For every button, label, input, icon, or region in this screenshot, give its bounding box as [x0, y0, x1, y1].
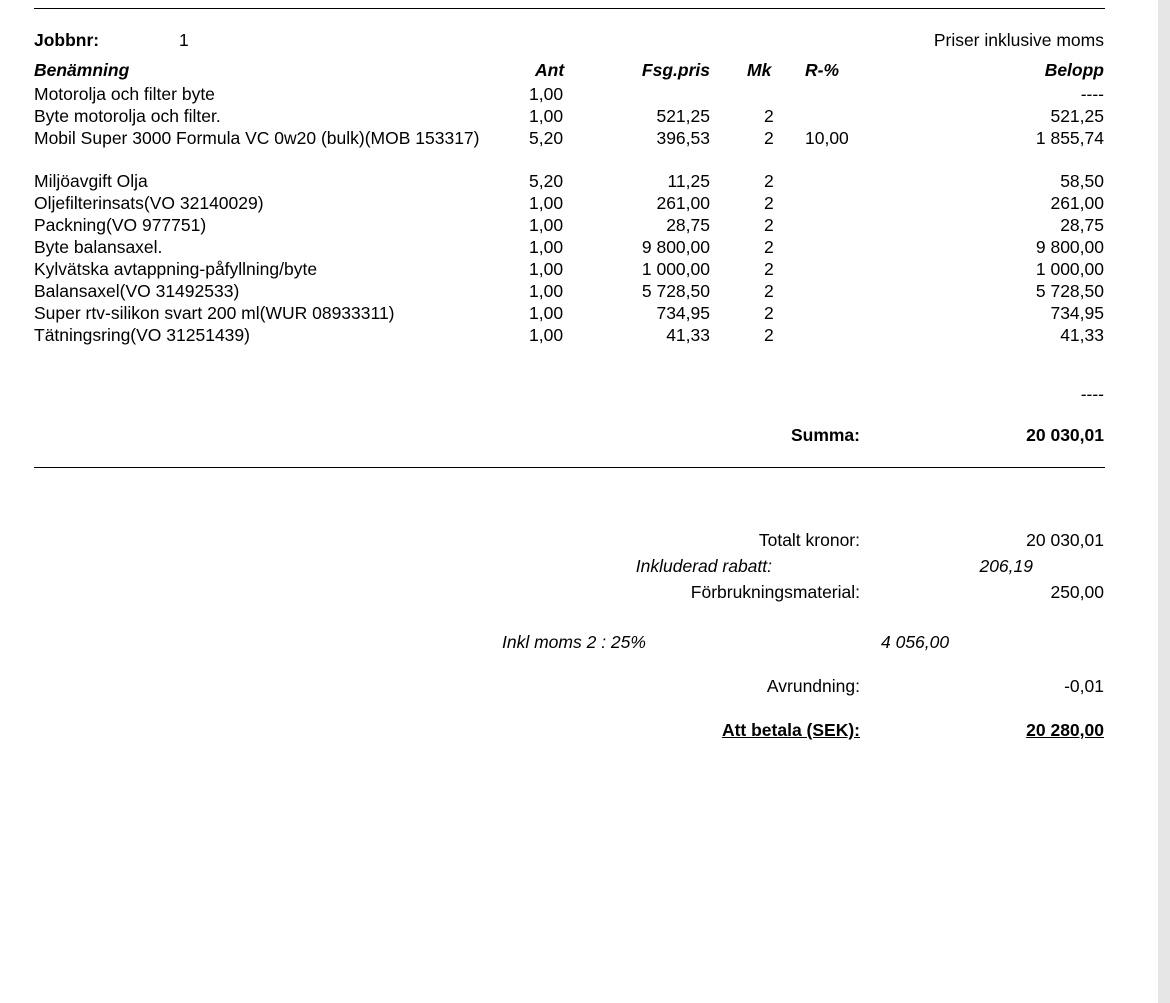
cell-rp: 10,00 — [805, 128, 849, 148]
cell-name: Motorolja och filter byte — [34, 84, 215, 104]
moms-label: Inkl moms 2 : 25% — [502, 632, 646, 652]
col-header-rp: R-% — [805, 60, 840, 80]
cell-pris: 1 000,00 — [641, 259, 710, 279]
cell-belopp: 261,00 — [1050, 193, 1104, 213]
rabatt-label: Inkluderad rabatt: — [635, 556, 772, 576]
table-row — [0, 303, 1170, 325]
cell-name: Super rtv-silikon svart 200 ml(WUR 08933311) — [34, 303, 395, 323]
cell-pris: 9 800,00 — [641, 237, 710, 257]
cell-belopp: 28,75 — [1060, 215, 1104, 235]
cell-pris: 734,95 — [656, 303, 710, 323]
table-row — [0, 171, 1170, 193]
cell-ant: 1,00 — [529, 215, 564, 235]
top-divider — [34, 8, 1105, 9]
price-note: Priser inklusive moms — [933, 30, 1104, 50]
cell-mk: 2 — [764, 128, 774, 148]
col-header-belopp: Belopp — [1044, 60, 1104, 80]
cell-ant: 1,00 — [529, 325, 564, 345]
forbrukning-label: Förbrukningsmaterial: — [690, 582, 860, 602]
table-row — [0, 106, 1170, 128]
cell-ant: 5,20 — [529, 171, 564, 191]
cell-belopp: 521,25 — [1050, 106, 1104, 126]
cell-name: Byte motorolja och filter. — [34, 106, 221, 126]
col-header-pris: Fsg.pris — [641, 60, 710, 80]
cell-name: Balansaxel(VO 31492533) — [34, 281, 240, 301]
cell-mk: 2 — [764, 259, 774, 279]
cell-pris: 5 728,50 — [641, 281, 710, 301]
table-row — [0, 281, 1170, 303]
cell-mk: 2 — [764, 325, 774, 345]
cell-mk: 2 — [764, 237, 774, 257]
cell-pris: 41,33 — [666, 325, 710, 345]
table-row — [0, 84, 1170, 106]
totalt-value: 20 030,01 — [1026, 530, 1104, 550]
avrundning-label: Avrundning: — [766, 676, 860, 696]
cell-mk: 2 — [764, 303, 774, 323]
table-row — [0, 215, 1170, 237]
cell-mk: 2 — [764, 215, 774, 235]
cell-mk: 2 — [764, 281, 774, 301]
col-header-name: Benämning — [34, 60, 130, 80]
cell-belopp: 9 800,00 — [1035, 237, 1104, 257]
cell-ant: 1,00 — [529, 106, 564, 126]
cell-belopp: 1 000,00 — [1035, 259, 1104, 279]
cell-ant: 1,00 — [529, 281, 564, 301]
cell-ant: 1,00 — [529, 193, 564, 213]
table-row — [0, 128, 1170, 171]
cell-pris: 261,00 — [656, 193, 710, 213]
cell-pris: 11,25 — [667, 171, 710, 191]
col-header-mk: Mk — [747, 60, 772, 80]
cell-name: Tätningsring(VO 31251439) — [34, 325, 250, 345]
end-dashes: ---- — [1080, 384, 1104, 404]
line-items — [0, 84, 1170, 347]
cell-belopp: ---- — [1080, 84, 1104, 104]
jobbnr-value: 1 — [179, 30, 189, 50]
cell-ant: 1,00 — [529, 237, 564, 257]
cell-mk: 2 — [764, 193, 774, 213]
moms-value: 4 056,00 — [881, 632, 950, 652]
cell-pris: 28,75 — [666, 215, 710, 235]
summa-value: 20 030,01 — [1026, 425, 1104, 445]
mid-divider — [34, 467, 1105, 468]
cell-ant: 5,20 — [529, 128, 564, 148]
cell-ant: 1,00 — [529, 84, 564, 104]
cell-pris: 521,25 — [656, 106, 710, 126]
table-row — [0, 259, 1170, 281]
cell-name: Mobil Super 3000 Formula VC 0w20 (bulk)(MOB 153317) — [34, 128, 480, 148]
cell-belopp: 1 855,74 — [1035, 128, 1104, 148]
table-row — [0, 193, 1170, 215]
cell-mk: 2 — [764, 171, 774, 191]
avrundning-value: -0,01 — [1064, 676, 1104, 696]
rabatt-value: 206,19 — [979, 556, 1033, 576]
cell-ant: 1,00 — [529, 259, 564, 279]
col-header-ant: Ant — [535, 60, 565, 80]
cell-belopp: 734,95 — [1050, 303, 1104, 323]
forbrukning-value: 250,00 — [1050, 582, 1104, 602]
cell-name: Packning(VO 977751) — [34, 215, 207, 235]
table-row — [0, 325, 1170, 347]
cell-ant: 1,00 — [529, 303, 564, 323]
cell-name: Kylvätska avtappning-påfyllning/byte — [34, 259, 318, 279]
cell-name: Oljefilterinsats(VO 32140029) — [34, 193, 264, 213]
table-row — [0, 237, 1170, 259]
cell-belopp: 5 728,50 — [1035, 281, 1104, 301]
att-betala-label: Att betala (SEK): — [721, 720, 860, 740]
cell-belopp: 41,33 — [1060, 325, 1104, 345]
jobbnr-label: Jobbnr: — [34, 30, 100, 50]
summa-label: Summa: — [790, 425, 860, 445]
att-betala-value: 20 280,00 — [1026, 720, 1104, 740]
cell-belopp: 58,50 — [1060, 171, 1104, 191]
cell-pris: 396,53 — [656, 128, 710, 148]
cell-name: Byte balansaxel. — [34, 237, 163, 257]
cell-name: Miljöavgift Olja — [34, 171, 148, 191]
cell-mk: 2 — [764, 106, 774, 126]
totalt-label: Totalt kronor: — [758, 530, 860, 550]
